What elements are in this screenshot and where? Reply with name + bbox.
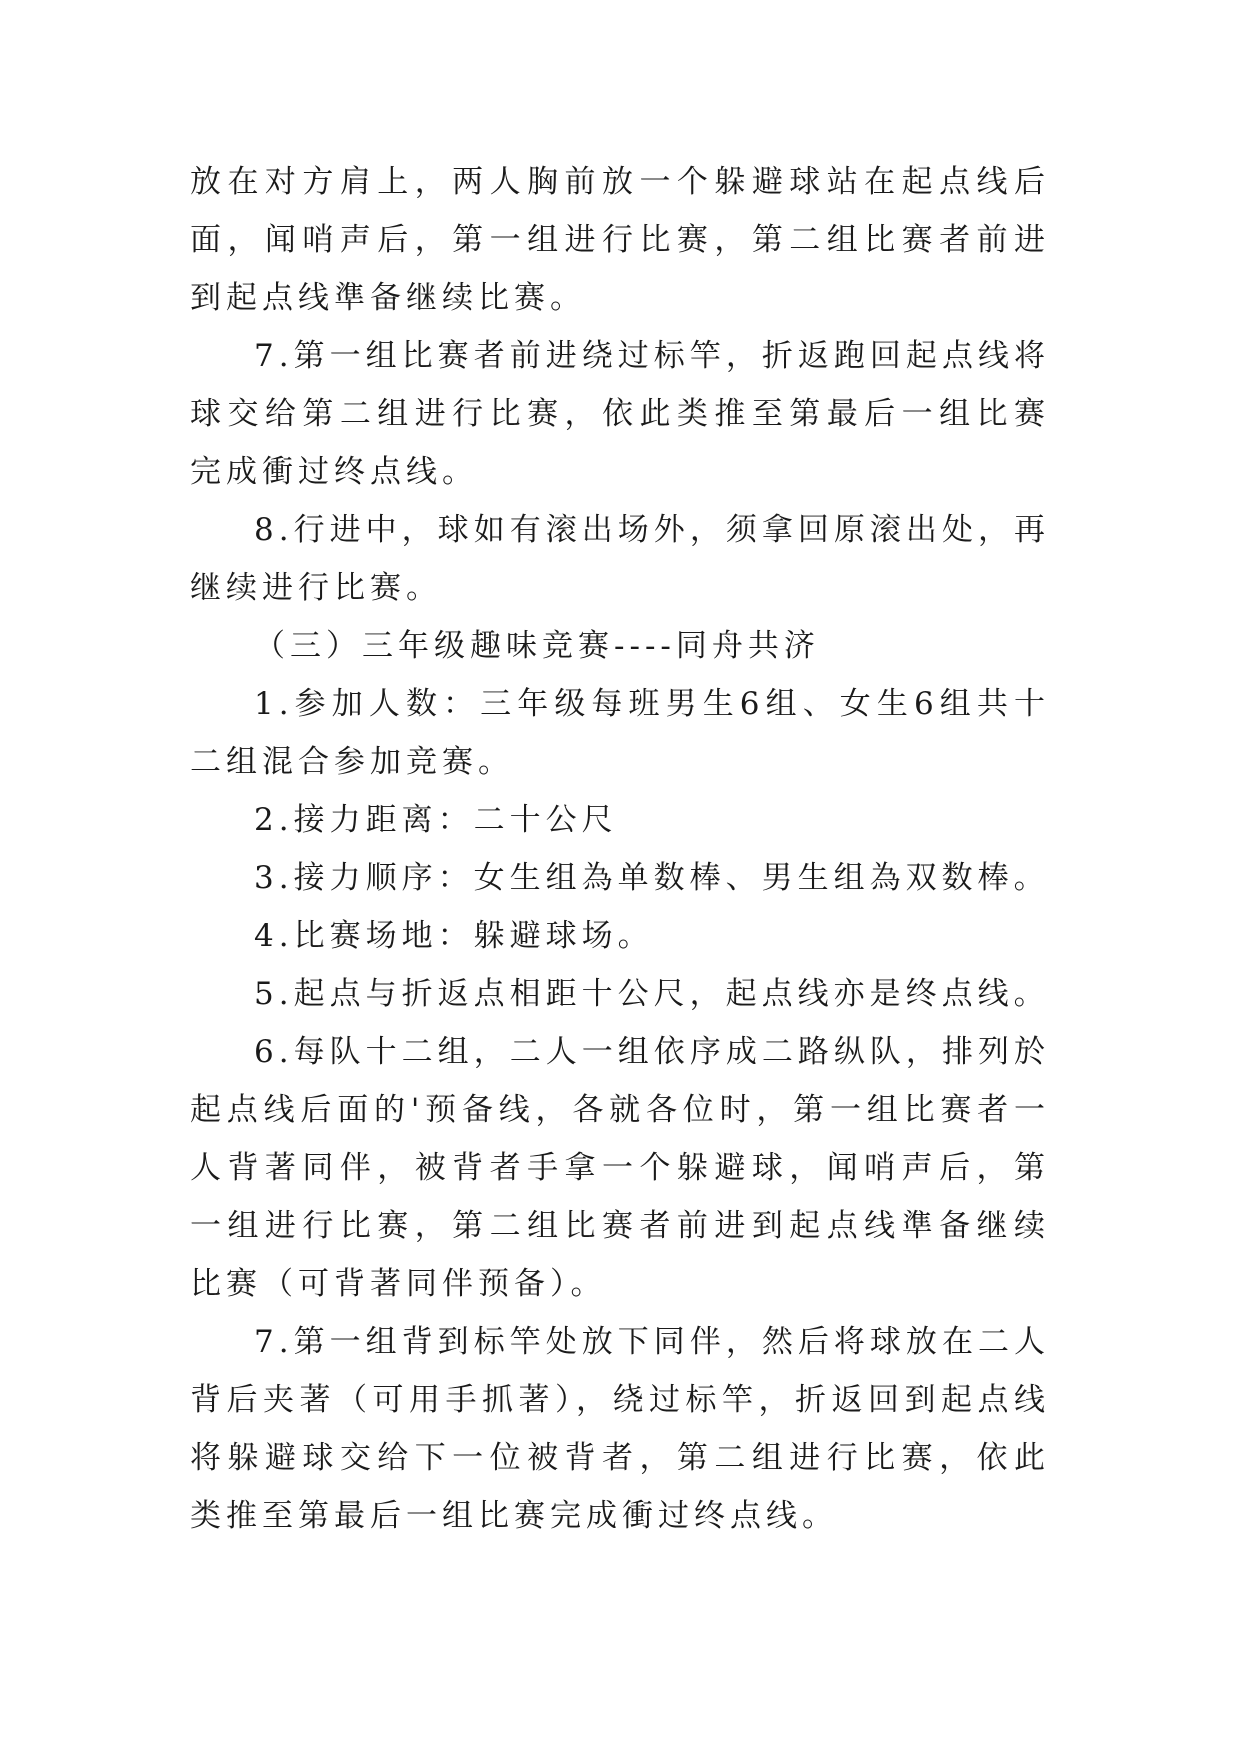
document-body (190, 153, 1050, 1545)
paragraph-rule-7-part-2: 7.第一组比赛者前进绕过标竿，折返跑回起点线将球交给第二组进行比赛，依此类推至第最后一组比赛完成衝过终点线。 (190, 338, 1050, 490)
paragraph-rule-7-procedure: 7.第一组背到标竿处放下同伴，然后将球放在二人背后夹著（可用手抓著），绕过标竿，折返回到起点线将躲避球交给下一位被背者，第二组进行比赛，依此类推至第最后一组比赛完成衝过终点线。 (190, 1324, 1050, 1534)
paragraph-continuation: 放在对方肩上，两人胸前放一个躲避球站在起点线后面，闻哨声后，第一组进行比赛，第二组比赛者前进到起点线準备继续比赛。 (190, 164, 1050, 316)
paragraph-rule-8-part-2: 8.行进中，球如有滚出场外，须拿回原滚出处，再继续进行比赛。 (190, 512, 1050, 606)
section-heading-grade-3: （三）三年级趣味竞赛----同舟共济 (254, 628, 820, 664)
paragraph-rule-6-teams: 6.每队十二组，二人一组依序成二路纵队，排列於起点线后面的'预备线，各就各位时，第一组比赛者一人背著同伴，被背者手拿一个躲避球，闻哨声后，第一组进行比赛，第二组比赛者前进到起点线準备继续比赛（可背著同伴预备）。 (190, 1034, 1050, 1302)
paragraph-rule-2-distance: 2.接力距离：二十公尺 (254, 802, 618, 838)
paragraph-rule-4-venue: 4.比赛场地：躲避球场。 (254, 918, 654, 954)
paragraph-rule-1-participants: 1.参加人数：三年级每班男生6组、女生6组共十二组混合参加竞赛。 (190, 686, 1050, 780)
paragraph-rule-5-distance-points: 5.起点与折返点相距十公尺，起点线亦是终点线。 (254, 976, 1050, 1012)
paragraph-rule-3-order: 3.接力顺序：女生组為单数棒、男生组為双数棒。 (254, 860, 1050, 896)
